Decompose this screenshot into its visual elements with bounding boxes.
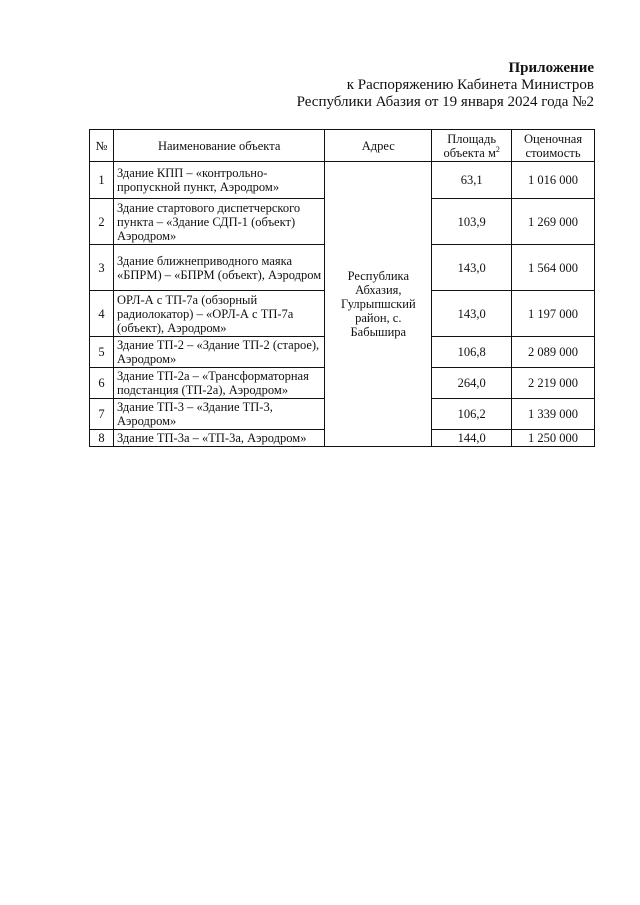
object-name: ОРЛ-А с ТП-7а (обзорный радиолокатор) – «ОРЛ-А с ТП-7а (объект), Аэродром» bbox=[113, 291, 324, 337]
object-cost: 1 269 000 bbox=[512, 199, 595, 245]
table-row bbox=[90, 162, 595, 199]
row-num: 1 bbox=[90, 162, 114, 199]
column-header-name: Наименование объекта bbox=[113, 130, 324, 162]
object-cost: 1 564 000 bbox=[512, 245, 595, 291]
object-name: Здание КПП – «контрольно-пропускной пункт, Аэродром» bbox=[113, 162, 324, 199]
cost-header-line-2: стоимость bbox=[525, 145, 581, 160]
area-header-line-2: объекта м bbox=[443, 145, 496, 160]
column-header-cost bbox=[512, 130, 595, 162]
row-num: 8 bbox=[90, 430, 114, 447]
object-area: 143,0 bbox=[432, 245, 512, 291]
object-area: 63,1 bbox=[432, 162, 512, 199]
object-cost: 1 250 000 bbox=[512, 430, 595, 447]
object-area: 106,2 bbox=[432, 399, 512, 430]
objects-table bbox=[89, 129, 595, 447]
row-num: 4 bbox=[90, 291, 114, 337]
header-line-1: к Распоряжению Кабинета Министров bbox=[346, 77, 594, 93]
object-area: 106,8 bbox=[432, 337, 512, 368]
object-cost: 1 016 000 bbox=[512, 162, 595, 199]
document-header bbox=[297, 60, 594, 111]
object-name: Здание ТП-3 – «Здание ТП-3, Аэродром» bbox=[113, 399, 324, 430]
object-address: Республика Абхазия, Гулрыпшский район, с. Бабышира bbox=[325, 162, 432, 447]
column-header-address: Адрес bbox=[325, 130, 432, 162]
appendix-title: Приложение bbox=[508, 60, 594, 76]
table-header-row bbox=[90, 130, 595, 162]
object-cost: 1 197 000 bbox=[512, 291, 595, 337]
row-num: 3 bbox=[90, 245, 114, 291]
column-header-num: № bbox=[90, 130, 114, 162]
row-num: 6 bbox=[90, 368, 114, 399]
row-num: 2 bbox=[90, 199, 114, 245]
object-cost: 1 339 000 bbox=[512, 399, 595, 430]
row-num: 7 bbox=[90, 399, 114, 430]
object-area: 143,0 bbox=[432, 291, 512, 337]
object-area: 264,0 bbox=[432, 368, 512, 399]
object-cost: 2 219 000 bbox=[512, 368, 595, 399]
object-name: Здание ТП-3а – «ТП-3а, Аэродром» bbox=[113, 430, 324, 447]
header-line-2: Республики Абазия от 19 января 2024 года №2 bbox=[296, 94, 594, 110]
object-name: Здание стартового диспетчерского пункта – «Здание СДП-1 (объект) Аэродром» bbox=[113, 199, 324, 245]
cost-header-line-1: Оценочная bbox=[523, 131, 583, 146]
column-header-area bbox=[432, 130, 512, 162]
area-header-superscript: 2 bbox=[495, 144, 500, 154]
object-area: 144,0 bbox=[432, 430, 512, 447]
object-name: Здание ближнеприводного маяка «БПРМ) – «БПРМ (объект), Аэродром bbox=[113, 245, 324, 291]
object-name: Здание ТП-2 – «Здание ТП-2 (старое), Аэродром» bbox=[113, 337, 324, 368]
object-area: 103,9 bbox=[432, 199, 512, 245]
row-num: 5 bbox=[90, 337, 114, 368]
area-header-line-1: Площадь bbox=[447, 131, 497, 146]
object-cost: 2 089 000 bbox=[512, 337, 595, 368]
object-name: Здание ТП-2а – «Трансформаторная подстанция (ТП-2а), Аэродром» bbox=[113, 368, 324, 399]
